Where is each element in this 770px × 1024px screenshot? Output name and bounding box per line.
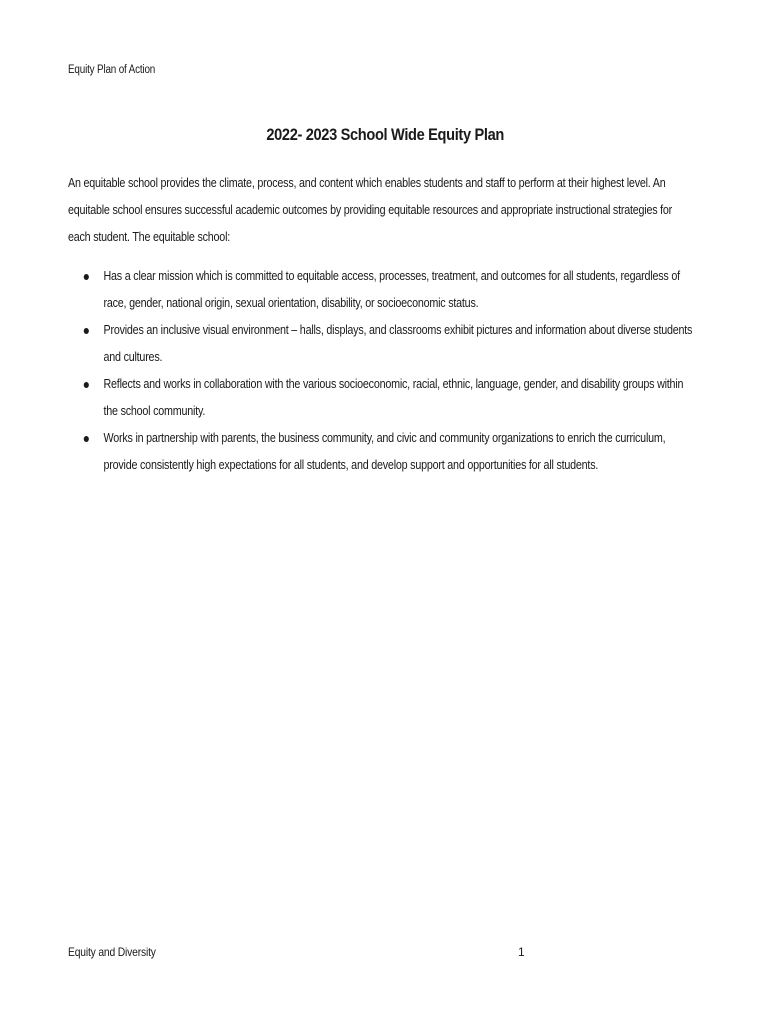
list-item-text: Has a clear mission which is committed to equitable access, processes, treatment, and outcomes for all students, regardless of race, gender, national origin, sexual orientation, disability, or socioeconomic status. xyxy=(103,269,680,310)
list-item-text: Works in partnership with parents, the business community, and civic and community organizations to enrich the curriculum, provide consistently high expectations for all students, and develop support and opportunities for all students. xyxy=(103,431,666,472)
bullet-icon xyxy=(84,328,89,334)
list-item-text: Reflects and works in collaboration with the various socioeconomic, racial, ethnic, language, gender, and disability groups within the school community. xyxy=(103,377,684,418)
page-title xyxy=(0,125,770,145)
list-item xyxy=(82,371,694,425)
footer-label: Equity and Diversity xyxy=(68,945,156,959)
page-title-text: 2022- 2023 School Wide Equity Plan xyxy=(266,125,504,144)
list-item xyxy=(82,263,694,317)
bullet-icon xyxy=(84,382,89,388)
list-item xyxy=(82,425,694,479)
bullet-icon xyxy=(84,274,89,280)
running-header: Equity Plan of Action xyxy=(68,64,156,76)
bullet-list xyxy=(82,263,694,479)
intro-paragraph: An equitable school provides the climate, process, and content which enables students and staff to perform at their highest level. An equitable school ensures successful academic outcomes by providing equitable resources and appropriate instructional strategies for each student. The equitable school: xyxy=(68,176,673,244)
bullet-icon xyxy=(84,436,89,442)
list-item xyxy=(82,317,694,371)
page-number: 1 xyxy=(518,945,525,959)
list-item-text: Provides an inclusive visual environment – halls, displays, and classrooms exhibit pictures and information about diverse students and cultures. xyxy=(103,323,693,364)
